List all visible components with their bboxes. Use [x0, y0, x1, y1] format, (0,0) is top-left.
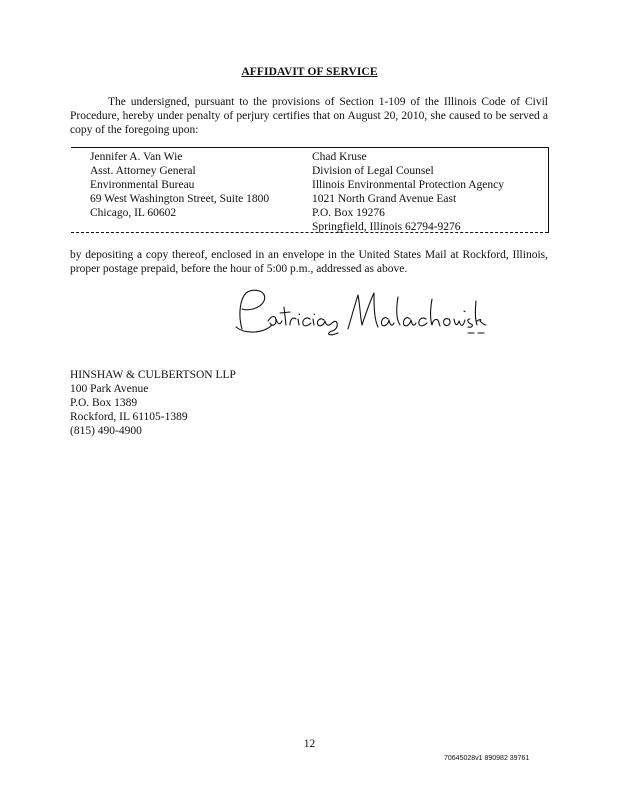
document-id: 70645028v1 890982 39761	[444, 755, 530, 762]
firm-name: HINSHAW & CULBERTSON LLP	[70, 369, 236, 381]
box-bottom-rule	[71, 232, 548, 233]
recipient-right-line: Division of Legal Counsel	[312, 165, 434, 177]
firm-po-box: P.O. Box 1389	[70, 397, 138, 409]
signature-image	[228, 285, 488, 343]
recipient-right-line: P.O. Box 19276	[312, 207, 385, 219]
closing-paragraph: by depositing a copy thereof, enclosed in an envelope in the United States Mail at Rockford, Illinois, proper postage prepaid, before the hour of 5:00 p.m., addressed as above.	[70, 249, 548, 275]
recipient-left-line: Chicago, IL 60602	[90, 207, 177, 219]
intro-paragraph: The undersigned, pursuant to the provisions of Section 1-109 of the Illinois Code of Civil Procedure, hereby under penalty of perjury certifies that on August 20, 2010, she caused to be served a copy of the foregoing upon:	[70, 96, 548, 136]
affidavit-title: AFFIDAVIT OF SERVICE	[241, 66, 378, 78]
recipient-right-line: Chad Kruse	[312, 151, 367, 163]
recipient-left-line: Jennifer A. Van Wie	[90, 151, 183, 163]
recipient-left-line: Asst. Attorney General	[90, 165, 196, 177]
recipient-right-line: Illinois Environmental Protection Agency	[312, 179, 504, 191]
recipient-right	[312, 150, 504, 234]
recipient-right-line: Springfield, Illinois 62794-9276	[312, 221, 461, 233]
firm-phone: (815) 490-4900	[70, 425, 142, 437]
firm-city-state: Rockford, IL 61105-1389	[70, 411, 188, 423]
recipient-left	[90, 150, 269, 220]
service-list-box	[71, 147, 549, 233]
recipient-left-line: 69 West Washington Street, Suite 1800	[90, 193, 270, 205]
page-number: 12	[303, 738, 316, 750]
firm-address-block	[70, 368, 236, 438]
recipient-left-line: Environmental Bureau	[90, 179, 195, 191]
recipient-right-line: 1021 North Grand Avenue East	[312, 193, 457, 205]
firm-street: 100 Park Avenue	[70, 383, 149, 395]
